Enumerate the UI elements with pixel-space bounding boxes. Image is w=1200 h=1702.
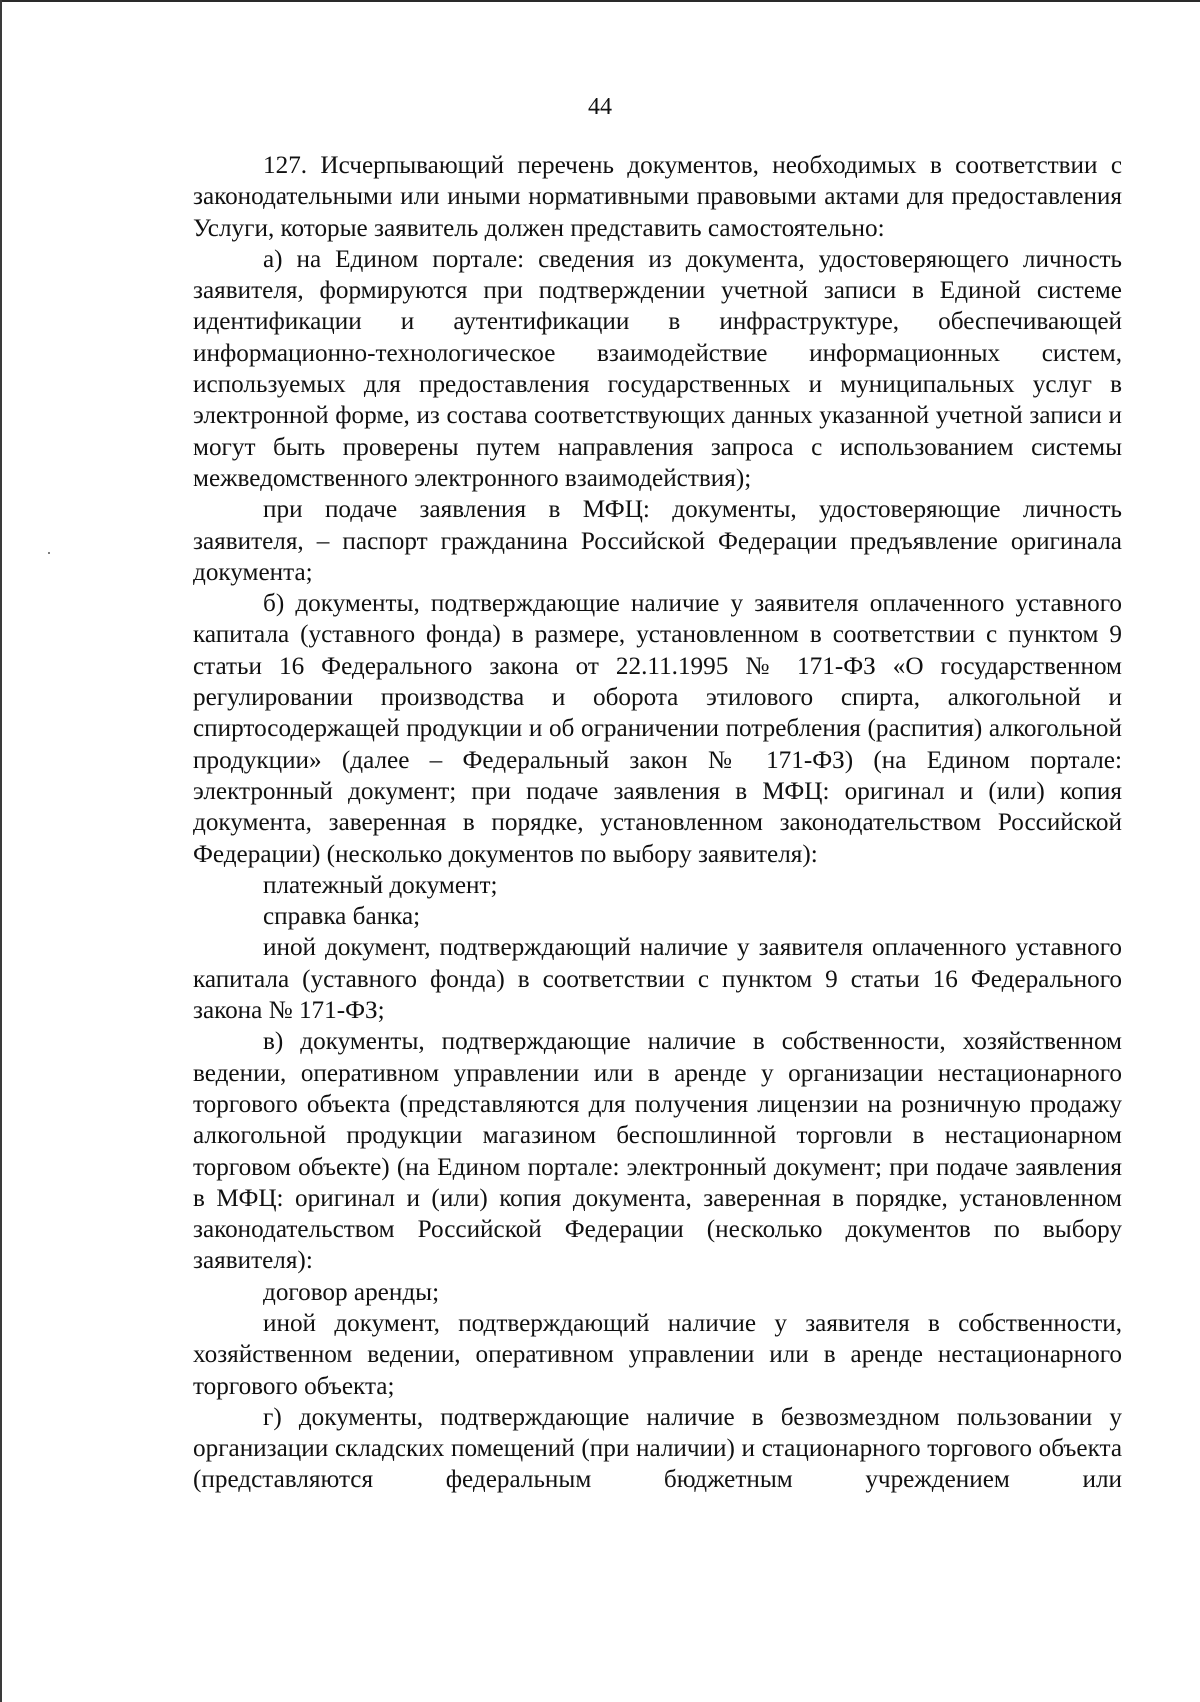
scan-speck (48, 552, 50, 554)
paragraph-v-item-other: иной документ, подтверждающий наличие у заявителя в собственности, хозяйственном ведении, оперативном управлении или в аренде нестационарного торгового объекта; (193, 1309, 1122, 1400)
scan-edge-top (0, 0, 1200, 2)
paragraph-g: г) документы, подтверждающие наличие в безвозмездном пользовании у организации складских помещений (при наличии) и стационарного торгового объекта (представляются федеральным бюджетным учреждением или (193, 1403, 1122, 1494)
paragraph-v: в) документы, подтверждающие наличие в собственности, хозяйственном ведении, оперативном управлении или в аренде у организации нестационарного торгового объекта (представляются для получения лицензии на розничную продажу алкогольной продукции магазином беспошлинной торговли в нестационарном торговом объекте) (на Едином портале: электронный документ; при подаче заявления в МФЦ: оригинал и (или) копия документа, заверенная в порядке, установленном законодательством Российской Федерации (несколько документов по выбору заявителя): (193, 1028, 1122, 1275)
document-body (193, 150, 1122, 1496)
paragraph-127-intro: 127. Исчерпывающий перечень документов, необходимых в соответствии с законодательными или иными нормативными правовыми актами для предоставления Услуги, которые заявитель должен представить самостоятельно: (193, 152, 1122, 242)
page-number: 44 (588, 94, 612, 120)
paragraph-a-mfc: при подаче заявления в МФЦ: документы, удостоверяющие личность заявителя, – паспорт гражданина Российской Федерации предъявление оригинала документа; (193, 496, 1122, 586)
scan-edge-left (0, 0, 2, 1702)
paragraph-b-item-payment: платежный документ; (263, 871, 498, 899)
paragraph-a-portal: а) на Едином портале: сведения из документа, удостоверяющего личность заявителя, формируются при подтверждении учетной записи в Единой системе идентификации и аутентификации в инфраструктуре, обеспечивающей информационно-технологическое взаимодействие информационных систем, используемых для предоставления государственных и муниципальных услуг в электронной форме, из состава соответствующих данных указанной учетной записи и могут быть проверены путем направления запроса с использованием системы межведомственного электронного взаимодействия); (193, 245, 1122, 492)
paragraph-b: б) документы, подтверждающие наличие у заявителя оплаченного уставного капитала (уставного фонда) в размере, установленном в соответствии с пунктом 9 статьи 16 Федерального закона от 22.11.1995 № 171-ФЗ «О государственном регулировании производства и оборота этилового спирта, алкогольной и спиртосодержащей продукции и об ограничении потребления (распития) алкогольной продукции» (далее – Федеральный закон № 171-ФЗ) (на Едином портале: электронный документ; при подаче заявления в МФЦ: оригинал и (или) копия документа, заверенная в порядке, установленном законодательством Российской Федерации) (несколько документов по выбору заявителя): (193, 590, 1122, 868)
paragraph-b-item-other: иной документ, подтверждающий наличие у заявителя оплаченного уставного капитала (уставного фонда) в соответствии с пунктом 9 статьи 16 Федерального закона № 171-ФЗ; (193, 934, 1122, 1025)
paragraph-v-item-lease: договор аренды; (263, 1278, 440, 1306)
paragraph-b-item-bank: справка банка; (263, 903, 421, 931)
